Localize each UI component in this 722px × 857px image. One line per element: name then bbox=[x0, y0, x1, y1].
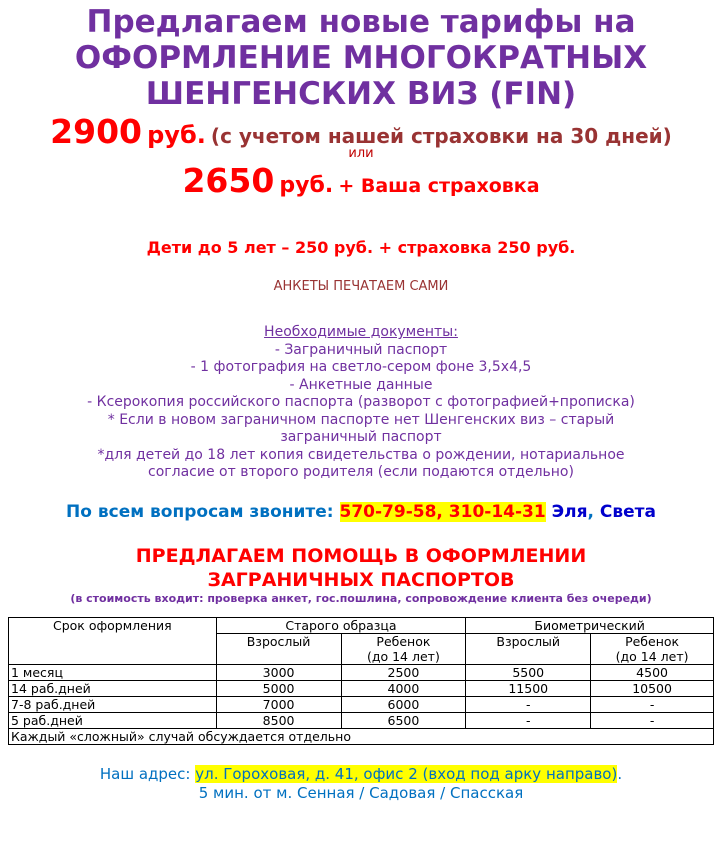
cell-value: 10500 bbox=[591, 680, 714, 696]
or-text: или bbox=[348, 146, 374, 161]
cell-value: 6000 bbox=[341, 696, 466, 712]
table-row bbox=[9, 696, 714, 712]
header-bio-child-1: Ребенок bbox=[625, 633, 680, 649]
title-line-1: Предлагаем новые тарифы на bbox=[86, 4, 636, 40]
header-bio-adult: Взрослый bbox=[466, 633, 591, 664]
header-bio-child-2: (до 14 лет) bbox=[615, 648, 689, 664]
cell-value: 2500 bbox=[341, 664, 466, 680]
cell-term: 1 месяц bbox=[9, 664, 217, 680]
header-old-child-1: Ребенок bbox=[376, 633, 431, 649]
header-bio-child bbox=[591, 633, 714, 664]
cell-term: 7-8 раб.дней bbox=[9, 696, 217, 712]
documents-heading: Необходимые документы: bbox=[264, 324, 458, 340]
table-row bbox=[9, 712, 714, 728]
price-2-currency: руб. bbox=[279, 173, 334, 198]
price-2-note: + Ваша страховка bbox=[338, 175, 540, 197]
price-2 bbox=[0, 161, 722, 200]
table-row bbox=[9, 664, 714, 680]
cell-value: 4500 bbox=[591, 664, 714, 680]
table-footer-row bbox=[9, 728, 714, 744]
price-1-note: (с учетом нашей страховки на 30 дней) bbox=[210, 124, 672, 148]
kids-price: Дети до 5 лет – 250 руб. + страховка 250 руб. bbox=[146, 238, 576, 257]
address-value: ул. Гороховая, д. 41, офис 2 (вход под арку направо) bbox=[195, 764, 618, 783]
contacts-label: По всем вопросам звоните: bbox=[66, 501, 334, 522]
anketa-note: АНКЕТЫ ПЕЧАТАЕМ САМИ bbox=[273, 279, 449, 294]
document-item: - 1 фотография на светло-сером фоне 3,5х4,5 bbox=[190, 359, 532, 375]
cell-value: 3000 bbox=[216, 664, 341, 680]
documents-list bbox=[0, 324, 722, 482]
header-old-adult: Взрослый bbox=[216, 633, 341, 664]
address bbox=[0, 765, 722, 803]
cell-term: 14 раб.дней bbox=[9, 680, 217, 696]
title-line-3: ШЕНГЕНСКИХ ВИЗ (FIN) bbox=[145, 76, 577, 112]
address-label: Наш адрес: bbox=[99, 764, 191, 783]
document-item: - Заграничный паспорт bbox=[274, 341, 448, 358]
document-item: согласие от второго родителя (если подаются отдельно) bbox=[148, 464, 574, 480]
price-includes: (в стоимость входит: проверка анкет, гос.пошлина, сопровождение клиента без очереди) bbox=[70, 591, 652, 605]
cell-value: 5000 bbox=[216, 680, 341, 696]
cell-value: 8500 bbox=[216, 712, 341, 728]
passport-price-table bbox=[8, 617, 714, 745]
header-old-child-2: (до 14 лет) bbox=[366, 648, 440, 664]
price-1-amount: 2900 bbox=[50, 112, 143, 151]
cell-value: 6500 bbox=[341, 712, 466, 728]
cell-value: 7000 bbox=[216, 696, 341, 712]
contact-separator: , bbox=[587, 501, 594, 522]
contact-name-2: Света bbox=[599, 501, 656, 522]
help-line-2: ЗАГРАНИЧНЫХ ПАСПОРТОВ bbox=[207, 568, 515, 591]
help-line-1: ПРЕДЛАГАЕМ ПОМОЩЬ В ОФОРМЛЕНИИ bbox=[135, 544, 587, 567]
cell-value: - bbox=[591, 696, 714, 712]
header-old-child bbox=[341, 633, 466, 664]
address-line bbox=[0, 765, 722, 784]
cell-value: 5500 bbox=[466, 664, 591, 680]
address-end: . bbox=[617, 764, 623, 783]
phone-numbers[interactable]: 570-79-58, 310-14-31 bbox=[339, 501, 546, 522]
header-old: Старого образца bbox=[216, 617, 466, 633]
table-footer: Каждый «сложный» случай обсуждается отдельно bbox=[9, 728, 714, 744]
document-item: - Анкетные данные bbox=[289, 376, 433, 393]
table-header-row bbox=[9, 617, 714, 633]
price-2-amount: 2650 bbox=[182, 161, 275, 200]
page-title bbox=[0, 4, 722, 112]
passport-help-heading bbox=[0, 544, 722, 592]
cell-value: - bbox=[591, 712, 714, 728]
cell-value: 4000 bbox=[341, 680, 466, 696]
document-item: *для детей до 18 лет копия свидетельства о рождении, нотариальное bbox=[97, 446, 625, 463]
cell-term: 5 раб.дней bbox=[9, 712, 217, 728]
document-item: заграничный паспорт bbox=[280, 429, 442, 445]
cell-value: - bbox=[466, 696, 591, 712]
document-item: - Ксерокопия российского паспорта (разворот с фотографией+прописка) bbox=[87, 394, 635, 410]
price-1-currency: руб. bbox=[147, 121, 206, 149]
header-bio: Биометрический bbox=[466, 617, 714, 633]
cell-value: 11500 bbox=[466, 680, 591, 696]
title-line-2: ОФОРМЛЕНИЕ МНОГОКРАТНЫХ bbox=[74, 40, 648, 76]
contacts bbox=[0, 502, 722, 522]
header-term: Срок оформления bbox=[9, 617, 217, 664]
metro-line: 5 мин. от м. Сенная / Садовая / Спасская bbox=[198, 783, 524, 802]
cell-value: - bbox=[466, 712, 591, 728]
contact-name-1: Эля bbox=[551, 501, 588, 522]
page bbox=[0, 4, 722, 857]
table-row bbox=[9, 680, 714, 696]
document-item: * Если в новом заграничном паспорте нет Шенгенских виз – старый bbox=[107, 411, 615, 428]
